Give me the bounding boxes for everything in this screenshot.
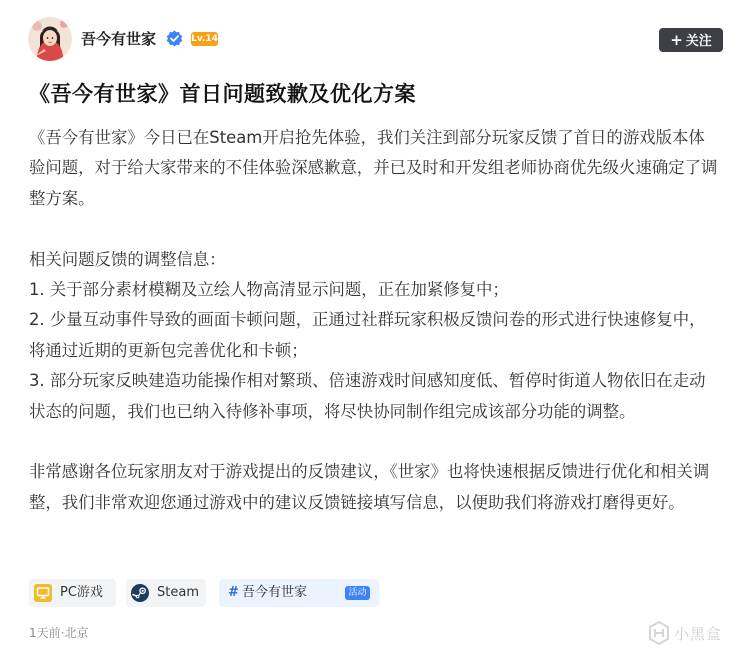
tag-topic-label: 吾今有世家: [242, 585, 308, 600]
activity-badge: 活动: [345, 586, 370, 600]
watermark-text: 小黑盒: [674, 625, 723, 643]
username[interactable]: 吾今有世家: [81, 30, 157, 48]
steam-logo-icon: [131, 584, 149, 602]
level-badge: Lv.14: [191, 34, 218, 44]
watermark: [648, 616, 740, 650]
post-header: [0, 0, 756, 80]
tag-pc-games[interactable]: [29, 579, 116, 607]
heybox-logo-icon: [648, 621, 670, 645]
hashtag-icon: #: [228, 585, 239, 600]
avatar-illustration: [28, 17, 72, 61]
tag-steam[interactable]: [126, 579, 206, 607]
follow-label: 关注: [685, 34, 712, 49]
follow-button[interactable]: [659, 28, 723, 52]
article-title: 《吾今有世家》首日问题致歉及优化方案: [29, 82, 416, 106]
adjustments-heading: 相关问题反馈的调整信息：: [29, 249, 226, 269]
list-item: 3. 部分玩家反映建造功能操作相对繁琐、倍速游戏时间感知度低、暂停时街道人物依旧在走动状态的问题，我们也已纳入待修补事项，将尽快协同制作组完成该部分功能的调整。: [29, 371, 706, 421]
list-item: 2. 少量互动事件导致的画面卡顿问题，正通过社群玩家积极反馈问卷的形式进行快速修复中，将通过近期的更新包完善优化和卡顿；: [29, 310, 706, 360]
blank-line: [29, 214, 721, 244]
monitor-icon: [34, 584, 52, 602]
paragraph-intro: 《吾今有世家》今日已在Steam开启抢先体验，我们关注到部分玩家反馈了首日的游戏版本体验问题，对于给大家带来的不佳体验深感歉意，并已及时和开发组老师协商优先级火速确定了调整方案。: [29, 128, 718, 208]
tag-pc-label: PC游戏: [60, 585, 103, 600]
verified-check-icon: [166, 30, 183, 47]
tag-topic[interactable]: [219, 579, 379, 607]
tag-steam-label: Steam: [157, 585, 199, 600]
post-meta: 1天前·北京: [29, 626, 89, 640]
avatar[interactable]: [28, 17, 72, 61]
plus-icon: +: [670, 31, 683, 49]
list-item: 1. 关于部分素材模糊及立绘人物高清显示问题，正在加紧修复中；: [29, 280, 509, 300]
blank-line: [29, 427, 721, 457]
paragraph-closing: 非常感谢各位玩家朋友对于游戏提出的反馈建议，《世家》也将快速根据反馈进行优化和相关调整，我们非常欢迎您通过游戏中的建议反馈链接填写信息，以便助我们将游戏打磨得更好。: [29, 462, 710, 512]
article-body: [29, 123, 721, 518]
